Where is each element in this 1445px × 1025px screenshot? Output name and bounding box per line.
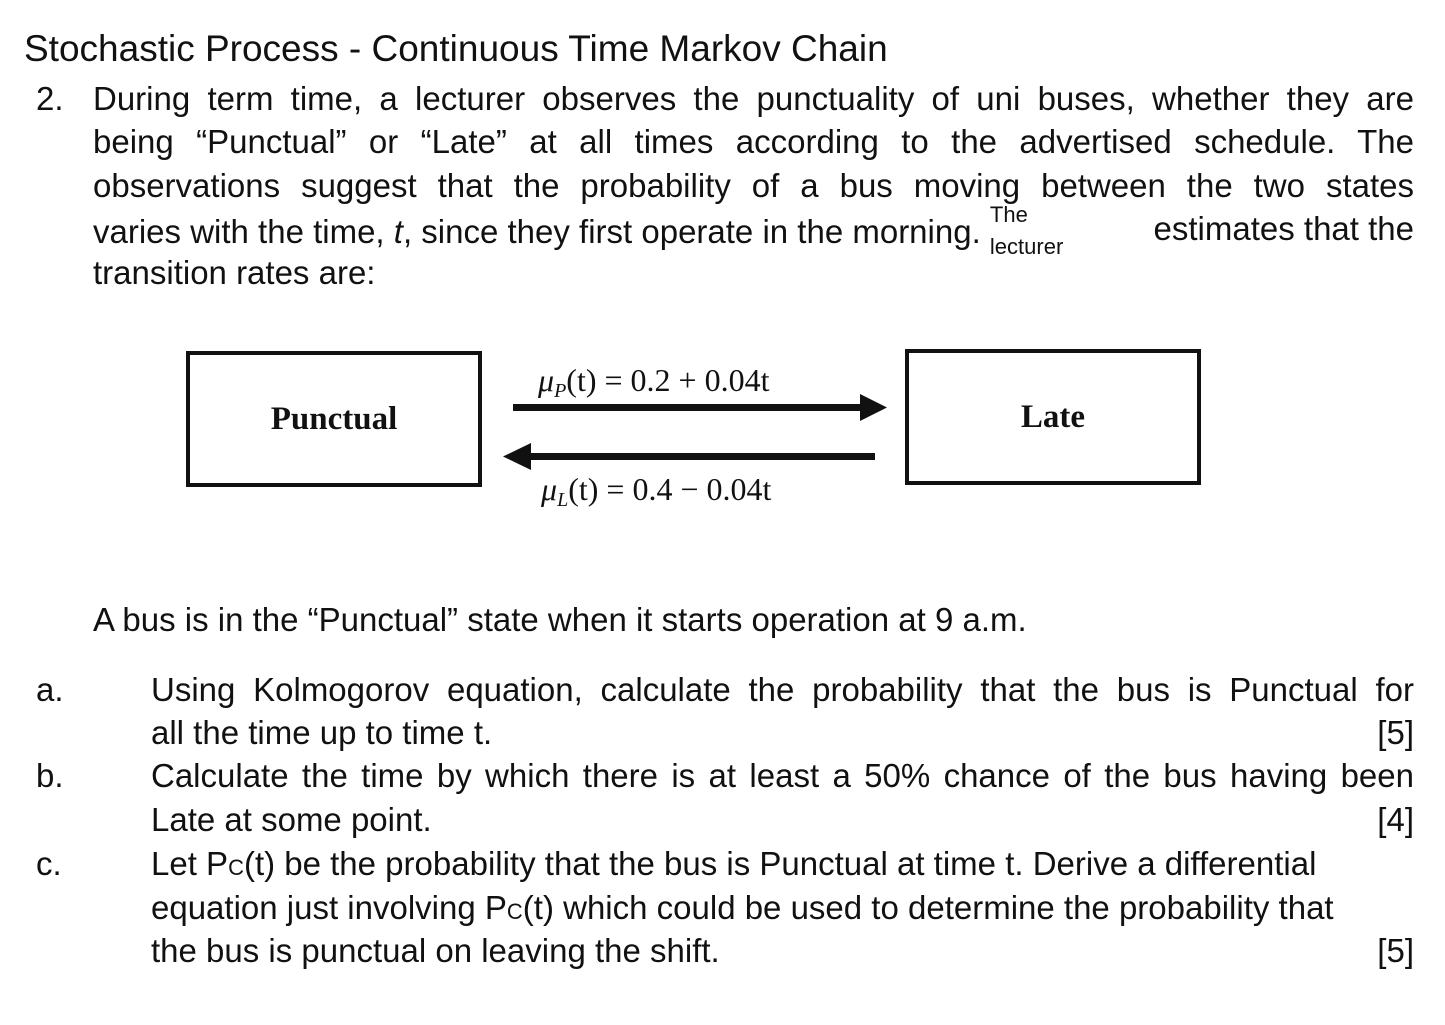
intro-line-4-a: varies with the time, xyxy=(93,213,385,250)
state-punctual-box xyxy=(186,351,482,487)
part-c-line-1: Let PC(t) be the probability that the bus is Punctual at time t. Derive a differential xyxy=(151,845,1317,882)
question-number: 2. xyxy=(36,80,64,117)
part-b-label: b. xyxy=(36,757,64,794)
state-punctual-label: Punctual xyxy=(270,400,398,437)
intro-line-4-c: estimates that the xyxy=(1153,210,1414,247)
part-b-marks: [4] xyxy=(1377,801,1414,838)
arrow-late-to-punctual xyxy=(503,443,875,470)
rate-mu-p: $\mu_P(t) = 0.2 + 0.04t$ xyxy=(538,362,770,402)
part-a-label: a. xyxy=(36,671,64,708)
intro-line-4 xyxy=(93,202,1414,259)
part-b-line-1: Calculate the time by which there is at least a 50% chance of the bus having been xyxy=(151,757,1414,794)
initial-state-statement: A bus is in the “Punctual” state when it starts operation at 9 a.m. xyxy=(93,601,1027,638)
tiny-correction xyxy=(989,202,1070,259)
part-c-marks: [5] xyxy=(1377,932,1414,969)
part-b-line-2: Late at some point. xyxy=(151,801,432,838)
state-late-label: Late xyxy=(1020,398,1086,435)
intro-line-3: observations suggest that the probability of a bus moving between the two states xyxy=(93,167,1414,204)
intro-line-5: transition rates are: xyxy=(93,254,376,291)
part-c-line-3: the bus is punctual on leaving the shift. xyxy=(151,932,720,969)
page-title: Stochastic Process - Continuous Time Markov Chain xyxy=(24,28,888,69)
tiny-the: The xyxy=(989,202,1028,227)
intro-line-4-t: t xyxy=(393,213,403,250)
part-a-line-1: Using Kolmogorov equation, calculate the probability that the bus is Punctual for xyxy=(151,671,1414,708)
intro-line-1: During term time, a lecturer observes the punctuality of uni buses, whether they are xyxy=(93,80,1414,117)
part-a-marks: [5] xyxy=(1377,714,1414,751)
part-c-label: c. xyxy=(36,845,62,882)
state-late-box xyxy=(905,349,1201,485)
intro-line-4-b: , since they first operate in the morning. xyxy=(402,213,981,250)
intro-line-2: being “Punctual” or “Late” at all times according to the advertised schedule. The xyxy=(93,123,1414,160)
part-c-line-2: equation just involving PC(t) which could be used to determine the probability that xyxy=(151,889,1334,926)
part-a-line-2: all the time up to time t. xyxy=(151,714,493,751)
tiny-lecturer: lecturer xyxy=(989,234,1064,259)
rate-mu-l: $\mu_L(t) = 0.4 - 0.04t$ xyxy=(541,471,772,511)
